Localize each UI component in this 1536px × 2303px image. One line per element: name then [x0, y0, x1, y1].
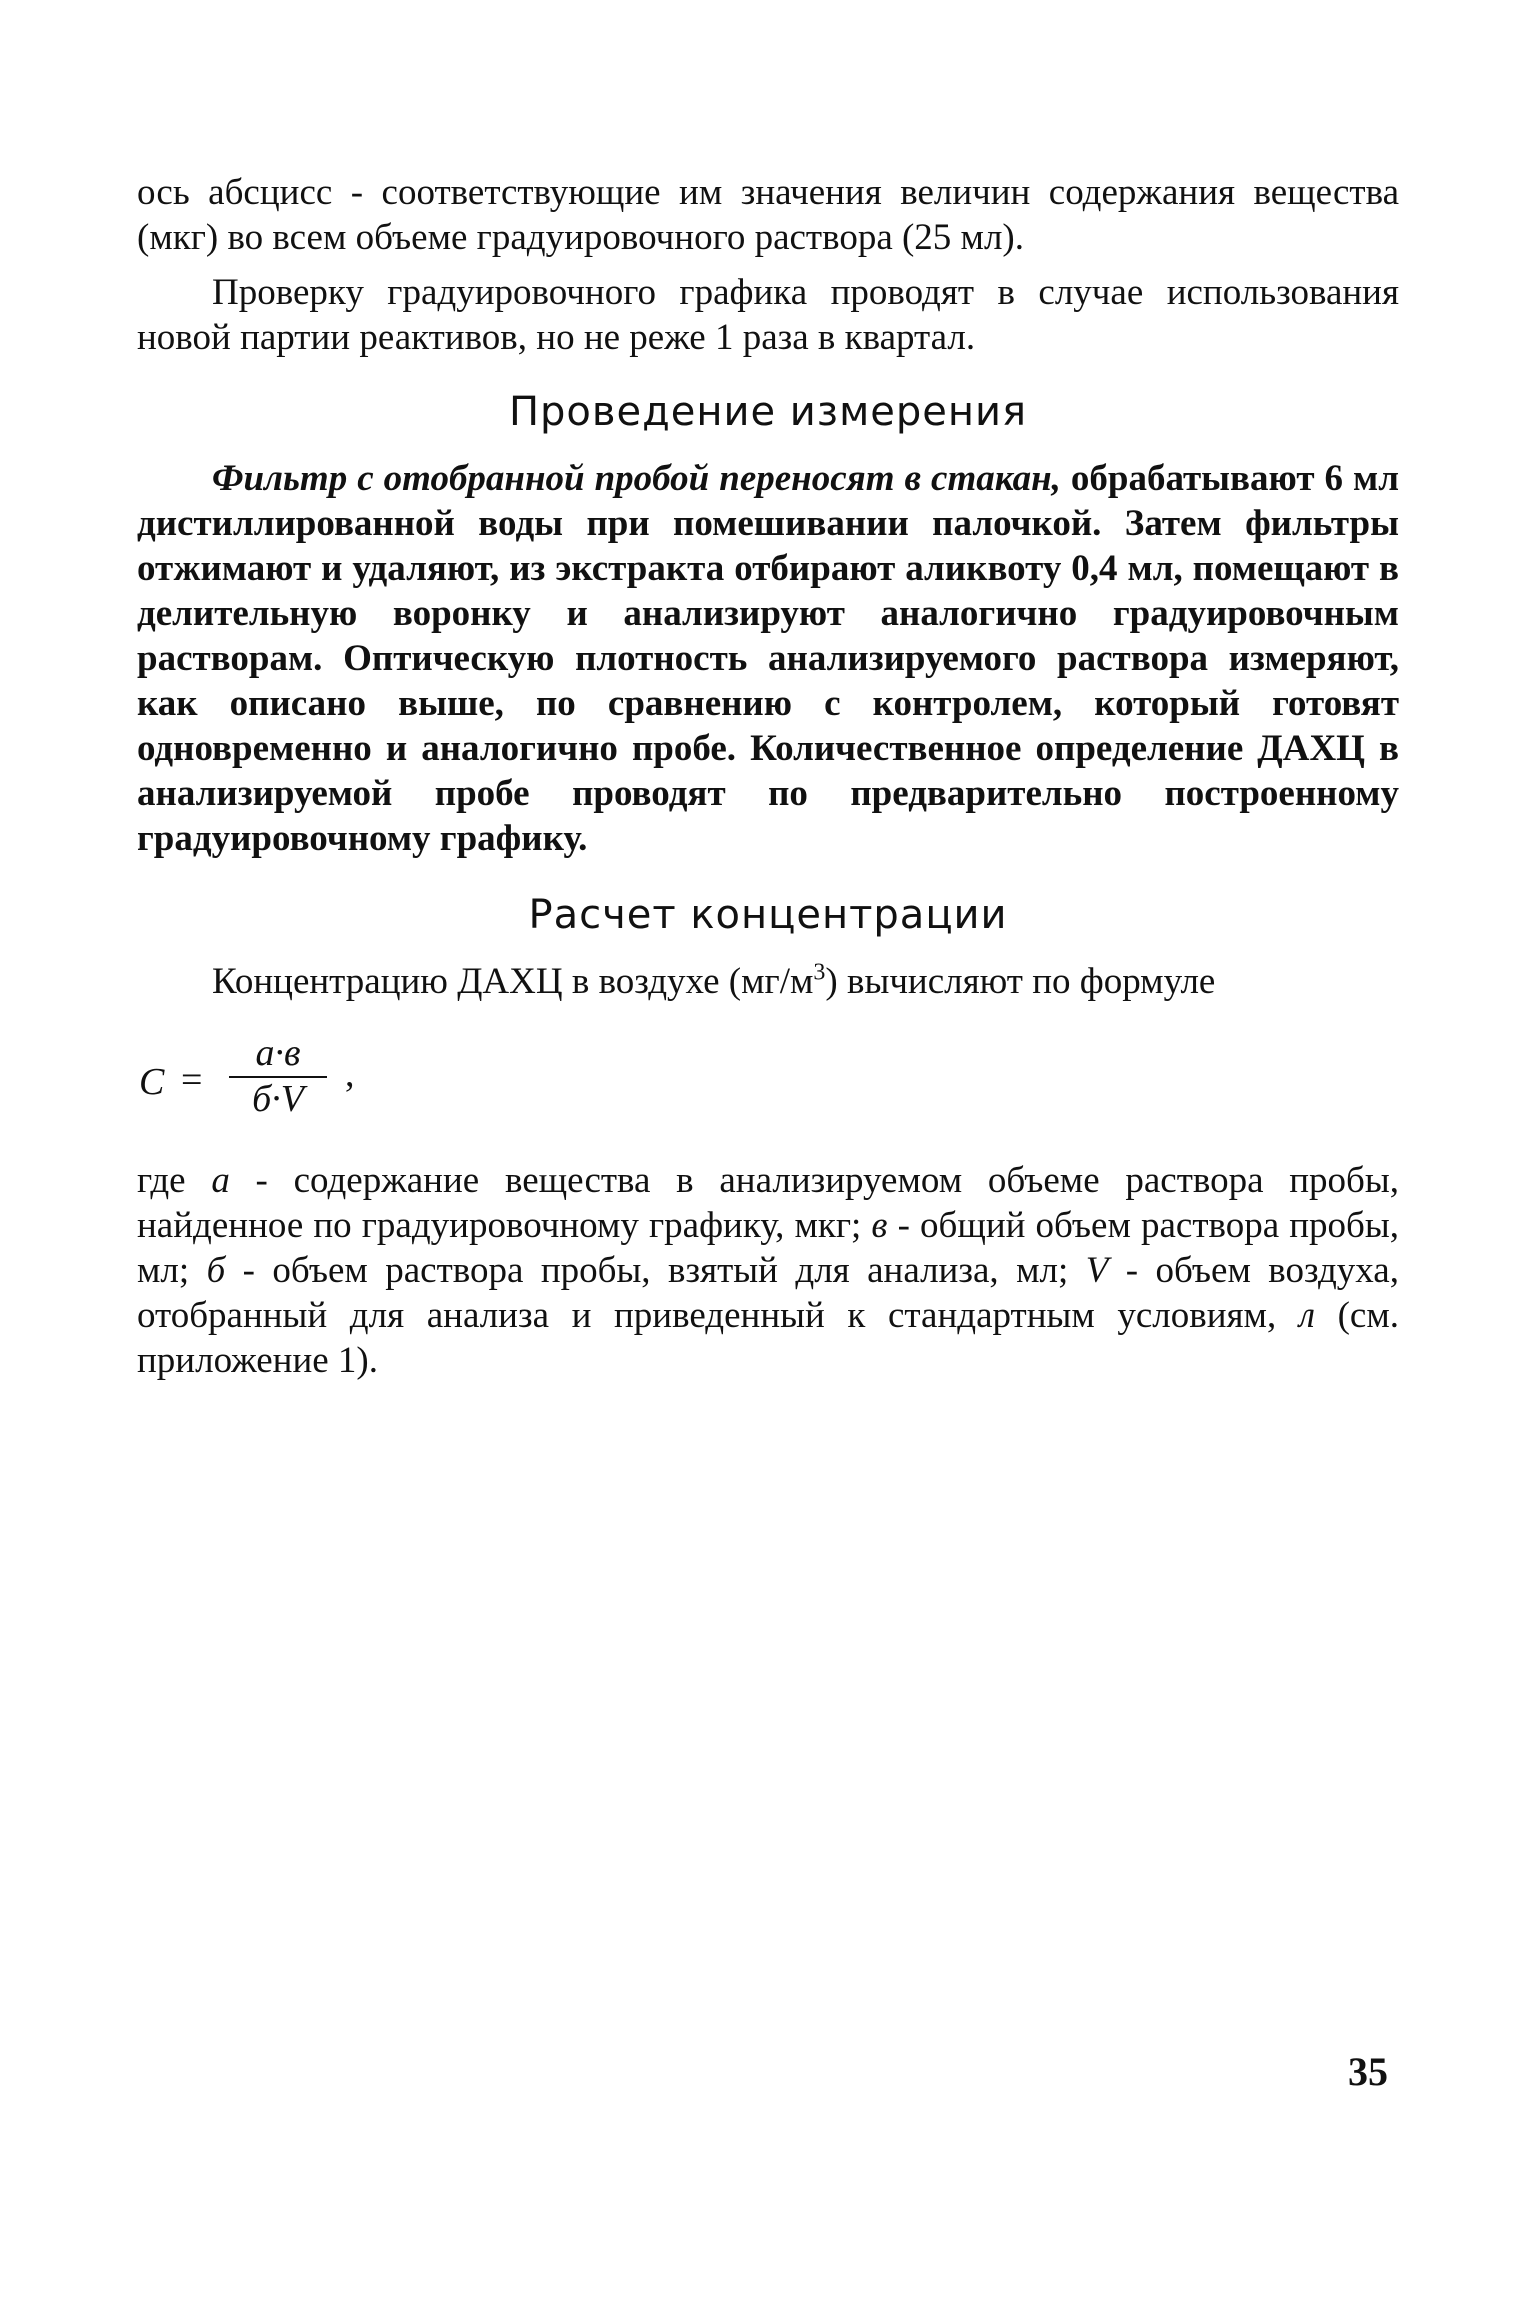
measurement-paragraph — [137, 456, 1399, 861]
legend-text: - общий объем раствора пробы, мл; — [137, 1205, 1399, 1291]
legend-variable-a: а — [211, 1160, 230, 1201]
graph-check-paragraph: Проверку градуировочного графика проводят в случае использования новой партии реактивов, но не реже 1 раза в квартал. — [137, 272, 1399, 358]
variable-legend-paragraph — [137, 1158, 1399, 1383]
formula-comma: , — [345, 1053, 355, 1095]
legend-text: - объем раствора пробы, взятый для анализа, мл; — [225, 1250, 1086, 1291]
legend-unit-liter: л — [1298, 1295, 1315, 1336]
legend-text: где — [137, 1160, 212, 1201]
calculation-intro-tail: ) вычисляют по формуле — [825, 961, 1216, 1002]
legend-variable-v: в — [871, 1205, 888, 1246]
measurement-body-text: обрабатывают 6 мл дистиллированной воды при помешивании палочкой. Затем фильтры отжимают и удаляют, из экстракта отбирают аликвоту 0,4 мл, помещают в делительную воронку и анализируют аналогично градуировочным растворам. Оптическую плотность анализируемого раствора измеряют, как описано выше, по сравнению с контролем, который готовят одновременно и аналогично пробе. Количественное определение ДАХЦ в анализируемой пробе проводят по предварительно построенному градуировочному графику. — [137, 458, 1399, 859]
calculation-intro-text: Концентрацию ДАХЦ в воздухе (мг/м — [212, 961, 814, 1002]
legend-text: (см. приложение 1). — [137, 1295, 1399, 1381]
legend-variable-b: б — [206, 1250, 226, 1291]
continuation-paragraph: ось абсцисс - соответствующие им значения величин содержания вещества (мкг) во всем объеме градуировочного раствора (25 мл). — [137, 172, 1399, 258]
formula-denominator: б·V — [252, 1078, 304, 1120]
page-number: 35 — [1348, 2049, 1388, 2094]
calculation-intro-paragraph — [137, 959, 1399, 1004]
document-page — [137, 170, 1399, 1383]
formula-equals: = — [181, 1059, 203, 1101]
formula-numerator: а·в — [229, 1032, 327, 1078]
legend-text: - содержание вещества в анализируемом объеме раствора пробы, найденное по градуировочному графику, мкг; — [137, 1160, 1399, 1246]
calculation-heading: Расчет концентрации — [528, 892, 1008, 938]
measurement-heading: Проведение измерения — [508, 389, 1028, 435]
legend-variable-volume: V — [1085, 1250, 1109, 1291]
concentration-formula — [139, 1032, 1399, 1130]
formula-fraction — [229, 1032, 327, 1120]
unit-superscript: 3 — [813, 959, 826, 986]
formula-lhs: C — [139, 1061, 165, 1103]
legend-text: - объем воздуха, отобранный для анализа и приведенный к стандартным условиям, — [137, 1250, 1399, 1336]
measurement-lead-text: Фильтр с отобранной пробой переносят в стакан, — [212, 458, 1061, 499]
